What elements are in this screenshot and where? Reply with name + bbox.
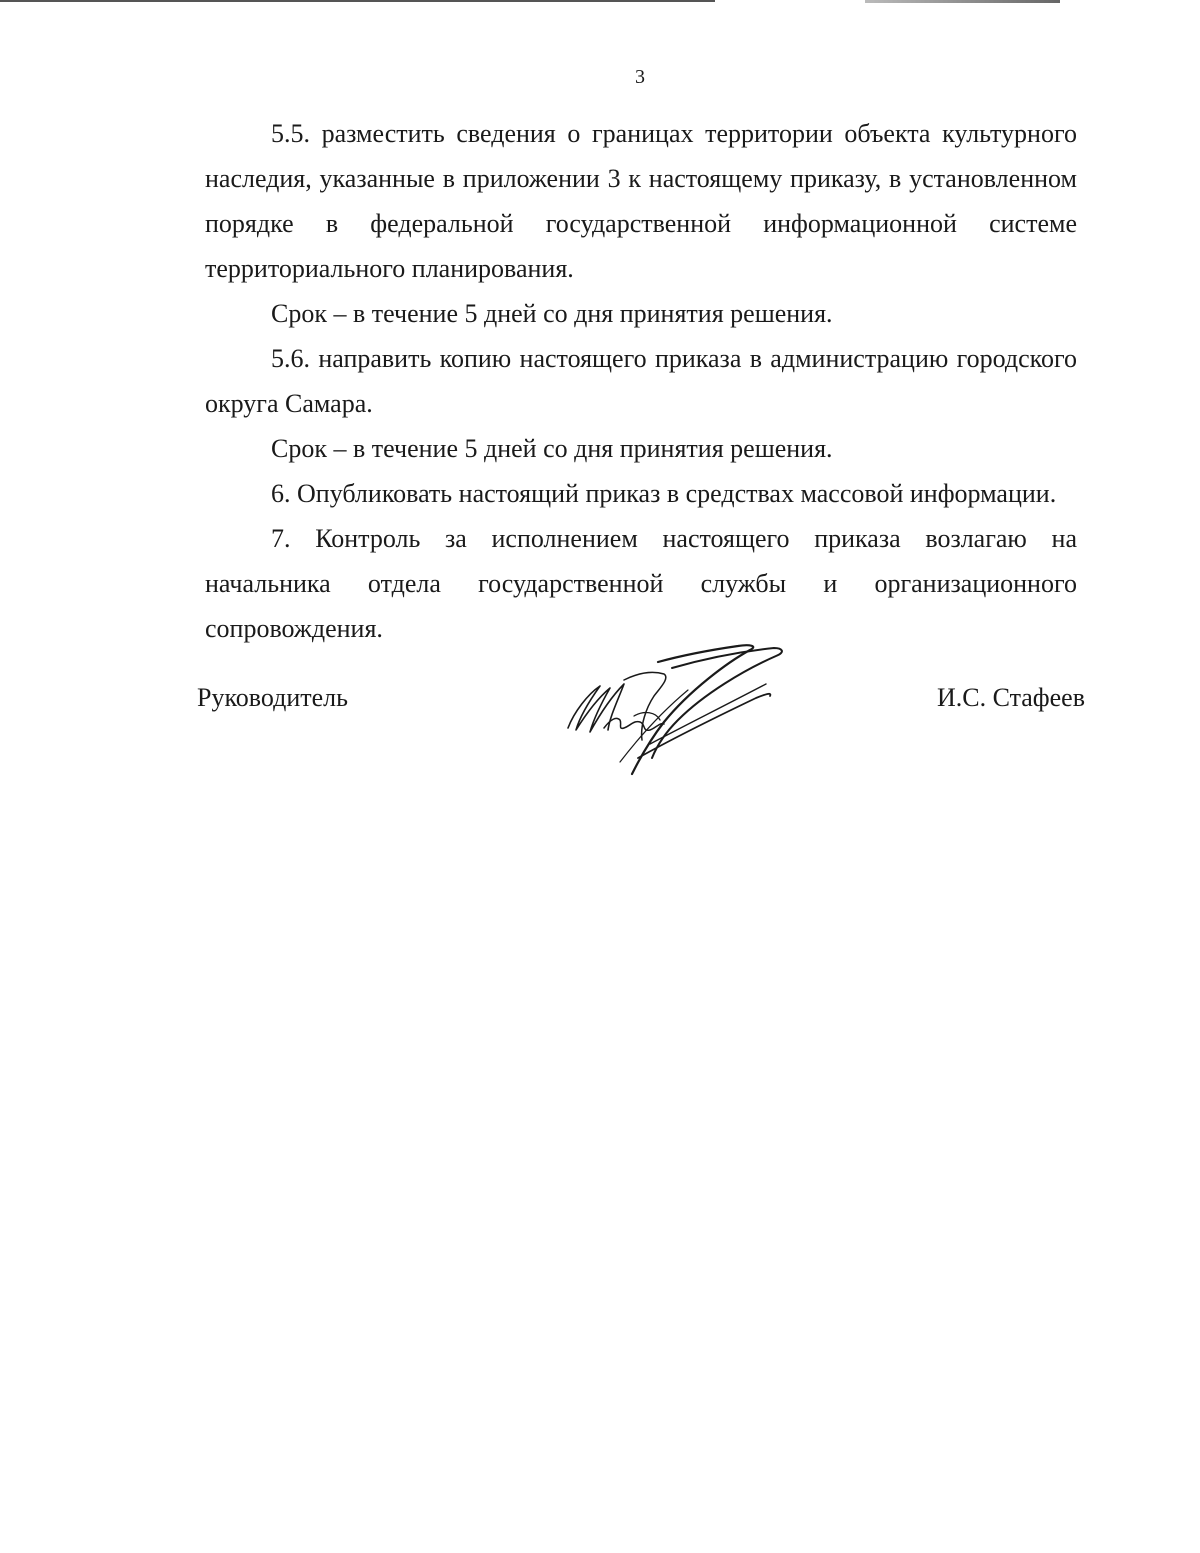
paragraph-6: 6. Опубликовать настоящий приказ в средствах массовой информации. [271, 479, 1057, 508]
paragraph-5-6: 5.6. направить копию настоящего приказа в администрацию городского округа Самара. [205, 344, 1077, 418]
page-number: 3 [635, 66, 645, 88]
paragraph-5-5: 5.5. разместить сведения о границах территории объекта культурного наследия, указанные в приложении 3 к настоящему приказу, в установленном порядке в федеральной государственной информационной системе территориального планирования. [205, 119, 1077, 283]
scan-edge-right [865, 0, 1060, 3]
deadline-5-6: Срок – в течение 5 дней со дня принятия решения. [271, 434, 833, 463]
signatory-position: Руководитель [197, 683, 348, 712]
deadline-5-5: Срок – в течение 5 дней со дня принятия решения. [271, 299, 833, 328]
scan-edge-top [0, 0, 715, 2]
handwritten-signature [560, 640, 795, 780]
signatory-name: И.С. Стафеев [936, 683, 1085, 712]
paragraph-7: 7. Контроль за исполнением настоящего приказа возлагаю на начальника отдела государственной службы и организационного сопровождения. [205, 524, 1077, 643]
document-body [205, 111, 1077, 651]
